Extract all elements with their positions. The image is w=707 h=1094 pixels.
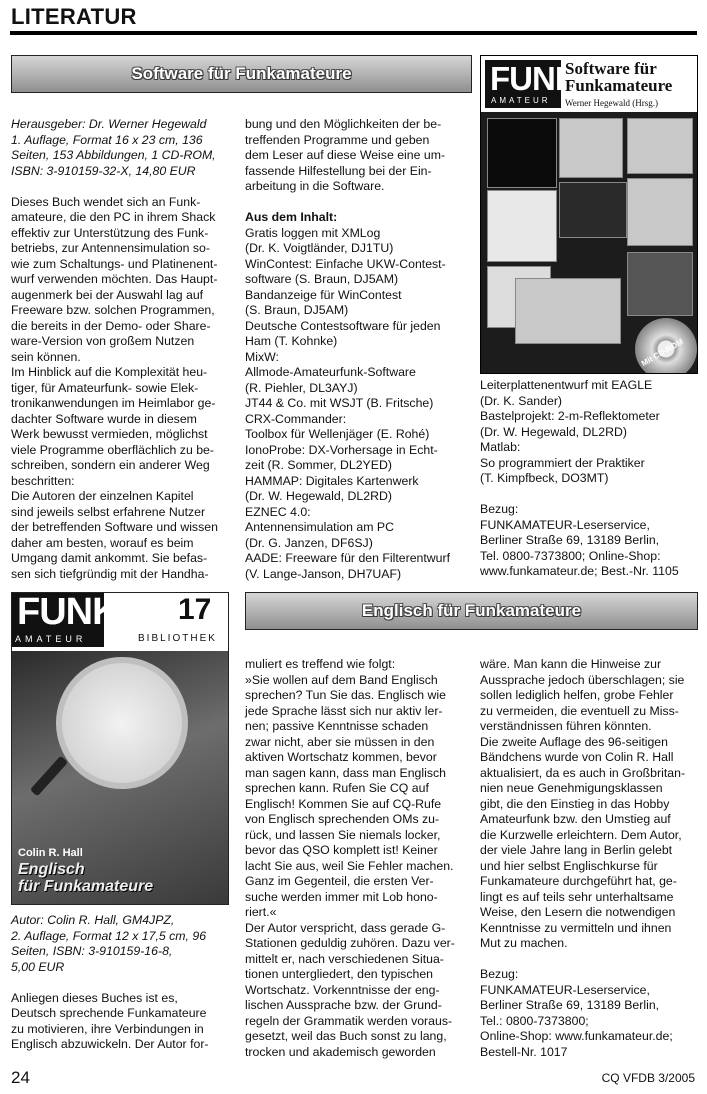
software-screenshot xyxy=(559,118,623,178)
body-line: Kenntnisse zu vermitteln und ihnen xyxy=(480,920,672,935)
body-line: nen; passive Kenntnisse schaden xyxy=(245,719,429,733)
body-line: wie zum Schaltungs- und Platinenent- xyxy=(11,256,218,271)
book-cover-software xyxy=(480,55,698,374)
contents-line: JT44 & Co. mit WSJT (B. Fritsche) xyxy=(245,396,434,410)
body-line: lingt es auf teils sehr unterhaltsame xyxy=(480,889,674,904)
cover-author: Colin R. Hall xyxy=(18,847,83,859)
article2-col3 xyxy=(480,657,697,1060)
cover-title xyxy=(18,861,153,895)
meta-line: 5,00 EUR xyxy=(11,959,65,974)
body-line: wurf verwenden möchten. Das Haupt- xyxy=(11,272,218,286)
contents-line: Antennensimulation am PC xyxy=(245,520,395,534)
contents-line: (Dr. W. Hegewald, DL2RD) xyxy=(480,424,627,439)
contents-line: (Dr. G. Janzen, DF6SJ) xyxy=(245,535,373,550)
body-line: aktiven Wortschatz kommen, bevor xyxy=(245,750,437,764)
body-line: verständnissen führen könnten. xyxy=(480,719,652,733)
body-line: betriebs, zur Antennensimulation so- xyxy=(11,241,210,255)
body-line: Im Hinblick auf die Komplexität heu- xyxy=(11,365,208,379)
meta-line: Seiten, 153 Abbildungen, 1 CD-ROM, xyxy=(11,148,216,162)
meta-line: 2. Auflage, Format 12 x 17,5 cm, 96 xyxy=(11,928,207,943)
body-line: rück, und lassen Sie niemals locker, xyxy=(245,827,441,842)
volume-number: 17 xyxy=(178,593,212,626)
contents-line: (V. Lange-Janson, DH7UAF) xyxy=(245,566,402,581)
meta-line: 1. Auflage, Format 16 x 23 cm, 136 xyxy=(11,132,203,147)
contents-line: Ham (T. Kohnke) xyxy=(245,334,338,348)
body-line: Die zweite Auflage des 96-seitigen xyxy=(480,734,668,749)
contents-line: (Dr. K. Voigtländer, DJ1TU) xyxy=(245,241,394,255)
body-line: Funkamateure durchgeführt hat, ge- xyxy=(480,874,677,888)
contents-line: Bandanzeige für WinContest xyxy=(245,287,402,302)
body-line: Die Autoren der einzelnen Kapitel xyxy=(11,489,194,503)
contents-line: Matlab: xyxy=(480,440,521,454)
body-line: Werk bewusst vermieden, möglichst xyxy=(11,427,208,441)
cd-label: Mit CD-ROM xyxy=(639,336,685,369)
body-line: zu vermeiden, die eventuell zu Miss- xyxy=(480,703,679,718)
body-line: Umgang damit ankommt. Sie befas- xyxy=(11,551,208,565)
contents-line: Deutsche Contestsoftware für jeden xyxy=(245,318,441,333)
article1-title-banner xyxy=(11,55,472,93)
body-line: nien neue Genehmigungsklassen xyxy=(480,781,663,795)
meta-line: Herausgeber: Dr. Werner Hegewald xyxy=(11,117,207,131)
body-line: viele Programme oberflächlich zu be- xyxy=(11,442,214,457)
software-screenshot xyxy=(559,182,627,238)
book-cover-englisch xyxy=(11,592,229,905)
header-rule xyxy=(10,31,697,35)
order-line: FUNKAMATEUR-Leserservice, xyxy=(480,517,650,532)
body-line: dachter Software wurde in diesem xyxy=(11,411,197,426)
body-line: Stationen geduldig zuhören. Dazu ver- xyxy=(245,936,455,950)
body-line: bevor das QSO komplett ist! Keiner xyxy=(245,843,438,857)
order-line: Berliner Straße 69, 13189 Berlin, xyxy=(480,998,660,1012)
body-line: lischen Aussprache bzw. der Grund- xyxy=(245,998,442,1012)
cover-artwork xyxy=(12,651,228,904)
order-line: Bestell-Nr. 1017 xyxy=(480,1044,568,1059)
body-line: Amateurfunk bzw. den Umstieg auf xyxy=(480,812,671,826)
article1-title: Software für Funkamateure xyxy=(131,64,352,83)
body-line: man sagen kann, dass man Englisch xyxy=(245,765,446,780)
body-line: wäre. Man kann die Hinweise zur xyxy=(480,657,662,671)
section-title: LITERATUR xyxy=(11,4,137,29)
contents-line: So programmiert der Praktiker xyxy=(480,455,645,470)
funkamateur-logo xyxy=(12,592,119,647)
logo-text: FUNK xyxy=(17,592,119,633)
body-line: tionen untergliedert, den typischen xyxy=(245,967,433,981)
article1-body xyxy=(11,195,229,583)
body-line: mittelt er, nach verschiedenen Situa- xyxy=(245,951,444,966)
order-line: Tel.: 0800-7373800; xyxy=(480,1013,589,1028)
article2-title-banner xyxy=(245,592,698,630)
order-line: www.funkamateur.de; Best.-Nr. 1105 xyxy=(480,564,679,578)
body-line: augenmerk bei der Auswahl lag auf xyxy=(11,287,204,302)
body-line: Anliegen dieses Buches ist es, xyxy=(11,990,178,1005)
body-line: jede Sprache lässt sich nur aktiv ler- xyxy=(245,703,443,718)
article2-col2 xyxy=(245,657,463,1060)
software-screenshot xyxy=(627,178,693,246)
body-line: Englisch abzuwickeln. Der Autor for- xyxy=(11,1037,209,1051)
cover-title-line: für Funkamateure xyxy=(18,878,154,895)
body-line: die bereits in der Demo- oder Share- xyxy=(11,318,211,333)
contents-line: Allmode-Amateurfunk-Software xyxy=(245,365,416,379)
body-line: Aussprache jedoch überschlagen; sie xyxy=(480,672,685,687)
article2-meta xyxy=(11,913,229,975)
body-line: ware-Version von großem Nutzen xyxy=(11,334,195,348)
body-line: Wortschatz. Vorkenntnisse der eng- xyxy=(245,982,440,997)
article2-col1 xyxy=(11,913,229,1053)
contents-line: HAMMAP: Digitales Kartenwerk xyxy=(245,473,419,488)
body-line: der viele Jahre lang in Berlin gelebt xyxy=(480,843,673,857)
body-line: regeln der Grammatik werden voraus- xyxy=(245,1013,453,1028)
body-line: trocken und akademisch geworden xyxy=(245,1044,436,1059)
software-screenshot xyxy=(487,118,557,188)
cover-title xyxy=(565,60,672,94)
logo-subtext: AMATEUR xyxy=(491,96,551,105)
body-line: »Sie wollen auf dem Band Englisch xyxy=(245,672,438,687)
body-line: beschritten: xyxy=(11,473,75,488)
body-line: gibt, die den Einstieg in das Hobby xyxy=(480,796,670,811)
contents-heading: Aus dem Inhalt: xyxy=(245,210,338,224)
body-line: die Kurzwelle erleichtern. Dem Autor, xyxy=(480,827,682,842)
body-line: der betreffenden Software und wissen xyxy=(11,520,218,534)
magnifier-icon xyxy=(56,657,188,789)
body-line: riert.« xyxy=(245,905,277,919)
body-line: sind jeweils selbst erfahrene Nutzer xyxy=(11,504,206,519)
body-line: Englisch! Kommen Sie auf CQ-Rufe xyxy=(245,796,442,811)
contents-line: (T. Kimpfbeck, DO3MT) xyxy=(480,471,609,485)
body-line: amateure, die den PC in ihrem Shack xyxy=(11,210,216,224)
contents-line: Gratis loggen mit XMLog xyxy=(245,225,381,240)
body-line: daher am besten, worauf es beim xyxy=(11,535,194,550)
order-line: Tel. 0800-7373800; Online-Shop: xyxy=(480,548,661,563)
magnifier-handle xyxy=(30,756,68,797)
contents-line: IonoProbe: DX-Vorhersage in Echt- xyxy=(245,442,438,457)
order-line: Bezug: xyxy=(480,967,519,981)
body-line: sen sich tiefgründig mit der Handha- xyxy=(11,566,209,581)
body-line: von Englisch sprechenden OMs zu- xyxy=(245,812,440,826)
article1-meta xyxy=(11,117,229,179)
contents-line: (Dr. W. Hegewald, DL2RD) xyxy=(245,489,392,503)
body-line: treffenden Programme und geben xyxy=(245,132,430,147)
body-line: Weise, den Lesern die notwendigen xyxy=(480,905,676,919)
article2-title: Englisch für Funkamateure xyxy=(361,601,582,620)
contents-line: zeit (R. Sommer, DL2YED) xyxy=(245,458,392,472)
cover-title-line: Funkamateure xyxy=(565,76,673,95)
body-line: arbeitung in die Software. xyxy=(245,179,385,193)
issue-label: CQ VFDB 3/2005 xyxy=(601,1071,695,1085)
body-line: Deutsch sprechende Funkamateure xyxy=(11,1006,207,1020)
meta-line: Autor: Colin R. Hall, GM4JPZ, xyxy=(11,913,175,927)
logo-subtext: AMATEUR xyxy=(15,634,87,644)
body-line: tronikanwendungen im Heimlabor ge- xyxy=(11,396,216,410)
contents-line: MixW: xyxy=(245,349,279,364)
body-line: sollen lediglich helfen, grobe Fehler xyxy=(480,688,674,702)
body-line: schreiben, sondern ein anderer Weg xyxy=(11,458,210,472)
body-line: bung und den Möglichkeiten der be- xyxy=(245,117,442,131)
contents-line: Bastelprojekt: 2-m-Reflektometer xyxy=(480,409,660,423)
body-line: lacht Sie aus, weil Sie Fehler machen. xyxy=(245,858,454,873)
article1-col1 xyxy=(11,117,229,582)
body-line: muliert es treffend wie folgt: xyxy=(245,657,396,671)
order-line: Berliner Straße 69, 13189 Berlin, xyxy=(480,533,660,547)
contents-line: software (S. Braun, DJ5AM) xyxy=(245,272,399,286)
body-line: tiger, für Amateurfunk- sowie Elek- xyxy=(11,380,199,395)
cover-editor: Werner Hegewald (Hrsg.) xyxy=(565,98,658,108)
software-screenshot xyxy=(627,252,693,316)
order-line: FUNKAMATEUR-Leserservice, xyxy=(480,982,650,997)
body-line: Mut zu machen. xyxy=(480,936,568,950)
software-screenshot xyxy=(627,118,693,174)
body-line: zwar nicht, aber sie müssen in den xyxy=(245,734,435,749)
body-line: zu motivieren, ihre Verbindungen in xyxy=(11,1021,204,1036)
software-screenshot xyxy=(487,190,557,262)
logo-text: FUNK xyxy=(490,60,578,97)
body-line: Bändchens wurde von Colin R. Hall xyxy=(480,750,674,764)
body-line: und hier selbst Englischkurse für xyxy=(480,858,658,873)
contents-line: (S. Braun, DJ5AM) xyxy=(245,303,349,317)
software-screenshot xyxy=(515,278,621,344)
body-line: fassende Hilfestellung bei der Ein- xyxy=(245,163,432,178)
contents-line: (R. Piehler, DL3AYJ) xyxy=(245,380,358,395)
contents-line: WinContest: Einfache UKW-Contest- xyxy=(245,256,446,271)
body-line: effektiv zur Unterstützung des Funk- xyxy=(11,225,209,240)
order-line: Online-Shop: www.funkamateur.de; xyxy=(480,1029,673,1043)
body-line: sprechen kann. Rufen Sie CQ auf xyxy=(245,781,429,795)
body-line: Ganz im Gegenteil, die ersten Ver- xyxy=(245,874,434,888)
body-line: Der Autor verspricht, dass gerade G- xyxy=(245,920,446,935)
contents-line: Leiterplattenentwurf mit EAGLE xyxy=(480,378,653,392)
body-line: sein können. xyxy=(11,349,81,364)
funkamateur-logo xyxy=(485,60,578,108)
body-line: dem Leser auf diese Weise eine um- xyxy=(245,148,446,162)
body-line: sprechen? Tun Sie das. Englisch wie xyxy=(245,688,446,702)
contents-line: (Dr. K. Sander) xyxy=(480,393,563,408)
meta-line: ISBN: 3-910159-32-X, 14,80 EUR xyxy=(11,163,196,178)
order-line: Bezug: xyxy=(480,502,519,516)
meta-line: Seiten, ISBN: 3-910159-16-8, xyxy=(11,944,173,958)
body-line: gesetzt, weil das Buch sonst zu lang, xyxy=(245,1029,447,1043)
cover-title-line: Englisch xyxy=(18,861,85,878)
series-name: BIBLIOTHEK xyxy=(138,633,217,644)
contents-line: Toolbox für Wellenjäger (E. Rohé) xyxy=(245,427,430,441)
contents-line: EZNEC 4.0: xyxy=(245,504,311,519)
body-line: aktualisiert, da es auch in Großbritan- xyxy=(480,765,686,780)
cover-title-line: Software für xyxy=(565,59,657,78)
contents-line: CRX-Commander: xyxy=(245,411,347,426)
article1-col2 xyxy=(245,117,463,582)
page-number: 24 xyxy=(11,1068,30,1087)
article1-col3 xyxy=(480,378,697,580)
contents-line: AADE: Freeware für den Filterentwurf xyxy=(245,551,451,565)
body-line: Dieses Buch wendet sich an Funk- xyxy=(11,194,201,209)
body-line: Freeware bzw. solchen Programmen, xyxy=(11,303,215,317)
body-line: suche werden immer mit Lob hono- xyxy=(245,889,438,904)
